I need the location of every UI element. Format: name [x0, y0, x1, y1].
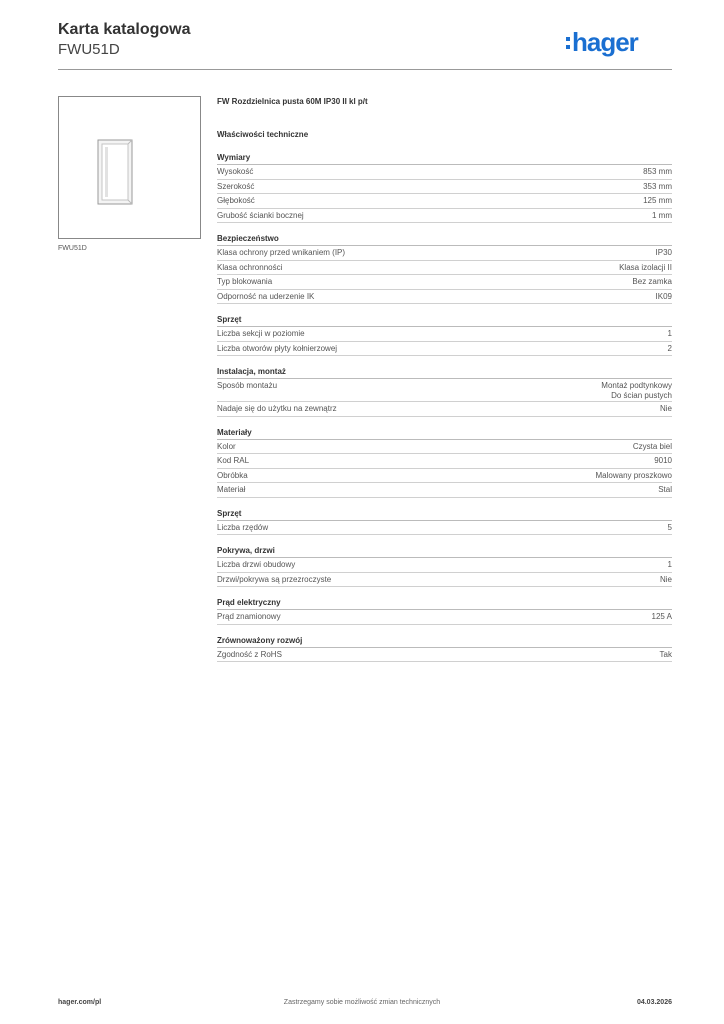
spec-label: Materiał: [217, 485, 246, 494]
spec-row: [217, 261, 672, 276]
spec-label: Klasa ochronności: [217, 262, 283, 272]
spec-label: Liczba sekcji w poziomie: [217, 329, 305, 338]
spec-label: Drzwi/pokrywa są przezroczyste: [217, 574, 332, 584]
spec-row: [217, 275, 672, 290]
spec-group-title: Bezpieczeństwo: [217, 234, 672, 246]
spec-row: [217, 327, 672, 342]
spec-label: Odporność na uderzenie IK: [217, 291, 315, 301]
spec-row: [217, 342, 672, 357]
spec-value: Bez zamka: [632, 277, 672, 286]
spec-value: Montaż podtynkowy Do ścian pustych: [601, 381, 672, 400]
spec-label: Liczba rzędów: [217, 522, 269, 532]
spec-group-title: Materiały: [217, 428, 672, 440]
spec-row: [217, 194, 672, 209]
spec-value: 1 mm: [652, 210, 672, 220]
spec-value: IK09: [655, 291, 672, 301]
spec-label: Liczba otworów płyty kołnierzowej: [217, 343, 338, 353]
spec-row: [217, 469, 672, 484]
spec-value: Nie: [659, 574, 672, 584]
spec-row: [217, 558, 672, 573]
specifications: [217, 97, 672, 662]
spec-group-title: Pokrywa, drzwi: [217, 546, 672, 558]
spec-group: [217, 153, 672, 223]
spec-row: [217, 290, 672, 305]
spec-row: [217, 521, 672, 536]
technical-properties-heading: Właściwości techniczne: [217, 130, 309, 139]
spec-row: [217, 379, 672, 402]
spec-value: Stal: [658, 485, 672, 494]
spec-value: Malowany proszkowo: [595, 470, 672, 480]
spec-value: Klasa izolacji II: [619, 262, 672, 272]
spec-value: 5: [667, 522, 672, 532]
spec-row: [217, 648, 672, 663]
spec-label: Kolor: [217, 441, 236, 451]
spec-label: Prąd znamionowy: [217, 612, 281, 621]
spec-value: 2: [667, 343, 672, 353]
spec-label: Obróbka: [217, 470, 248, 480]
spec-row: [217, 440, 672, 455]
spec-label: Nadaje się do użytku na zewnątrz: [217, 404, 337, 413]
spec-row: [217, 573, 672, 588]
spec-label: Szerokość: [217, 181, 255, 191]
footer-date: 04.03.2026: [636, 999, 672, 1006]
spec-group-title: Wymiary: [217, 153, 672, 165]
image-caption: FWU51D: [58, 245, 87, 252]
spec-label: Wysokość: [217, 167, 254, 176]
footer-website: hager.com/pl: [58, 999, 102, 1006]
empty-distribution-cabinet-icon: [97, 139, 133, 205]
spec-group: [217, 428, 672, 498]
spec-value: Tak: [659, 649, 672, 659]
spec-group-title: Prąd elektryczny: [217, 598, 672, 610]
spec-row: [217, 180, 672, 195]
spec-group: [217, 315, 672, 356]
header-divider: [58, 69, 672, 70]
spec-value: 9010: [654, 456, 672, 465]
spec-value: 125 mm: [643, 196, 672, 205]
spec-row: [217, 454, 672, 469]
spec-groups: [217, 153, 672, 662]
spec-value: 1: [667, 329, 672, 338]
spec-group: [217, 367, 672, 417]
spec-value: 353 mm: [643, 181, 672, 191]
spec-group: [217, 509, 672, 536]
spec-group-title: Sprzęt: [217, 509, 672, 521]
spec-value: 125 A: [651, 612, 672, 621]
hager-logo: [566, 27, 638, 58]
spec-label: Głębokość: [217, 196, 255, 205]
spec-label: Typ blokowania: [217, 277, 273, 286]
spec-group: [217, 234, 672, 304]
logo-colon-icon: [566, 32, 570, 54]
spec-group-title: Sprzęt: [217, 315, 672, 327]
spec-row: [217, 209, 672, 224]
spec-group: [217, 598, 672, 625]
spec-row: [217, 610, 672, 625]
page-title: Karta katalogowa: [58, 21, 191, 38]
spec-value: Nie: [659, 404, 672, 413]
spec-value: 853 mm: [643, 167, 672, 176]
spec-value: IP30: [655, 248, 672, 257]
logo-text: hager: [572, 27, 638, 57]
spec-label: Grubość ścianki bocznej: [217, 210, 304, 220]
spec-label: Liczba drzwi obudowy: [217, 560, 296, 569]
spec-label: Kod RAL: [217, 456, 250, 465]
spec-group: [217, 636, 672, 663]
product-image: [58, 96, 201, 239]
spec-row: [217, 165, 672, 180]
spec-row: [217, 402, 672, 417]
product-name: FW Rozdzielnica pusta 60M IP30 II kl p/t: [217, 97, 368, 106]
spec-row: [217, 246, 672, 261]
spec-value: 1: [667, 560, 672, 569]
spec-group-title: Instalacja, montaż: [217, 367, 672, 379]
spec-group: [217, 546, 672, 587]
spec-row: [217, 483, 672, 498]
spec-label: Sposób montażu: [217, 381, 278, 390]
spec-label: Klasa ochrony przed wnikaniem (IP): [217, 248, 346, 257]
product-code: FWU51D: [58, 41, 120, 58]
spec-value: Czysta biel: [632, 441, 672, 451]
footer-disclaimer: Zastrzegamy sobie możliwość zmian technicznych: [283, 999, 441, 1006]
spec-label: Zgodność z RoHS: [217, 649, 282, 659]
spec-group-title: Zrównoważony rozwój: [217, 636, 672, 648]
